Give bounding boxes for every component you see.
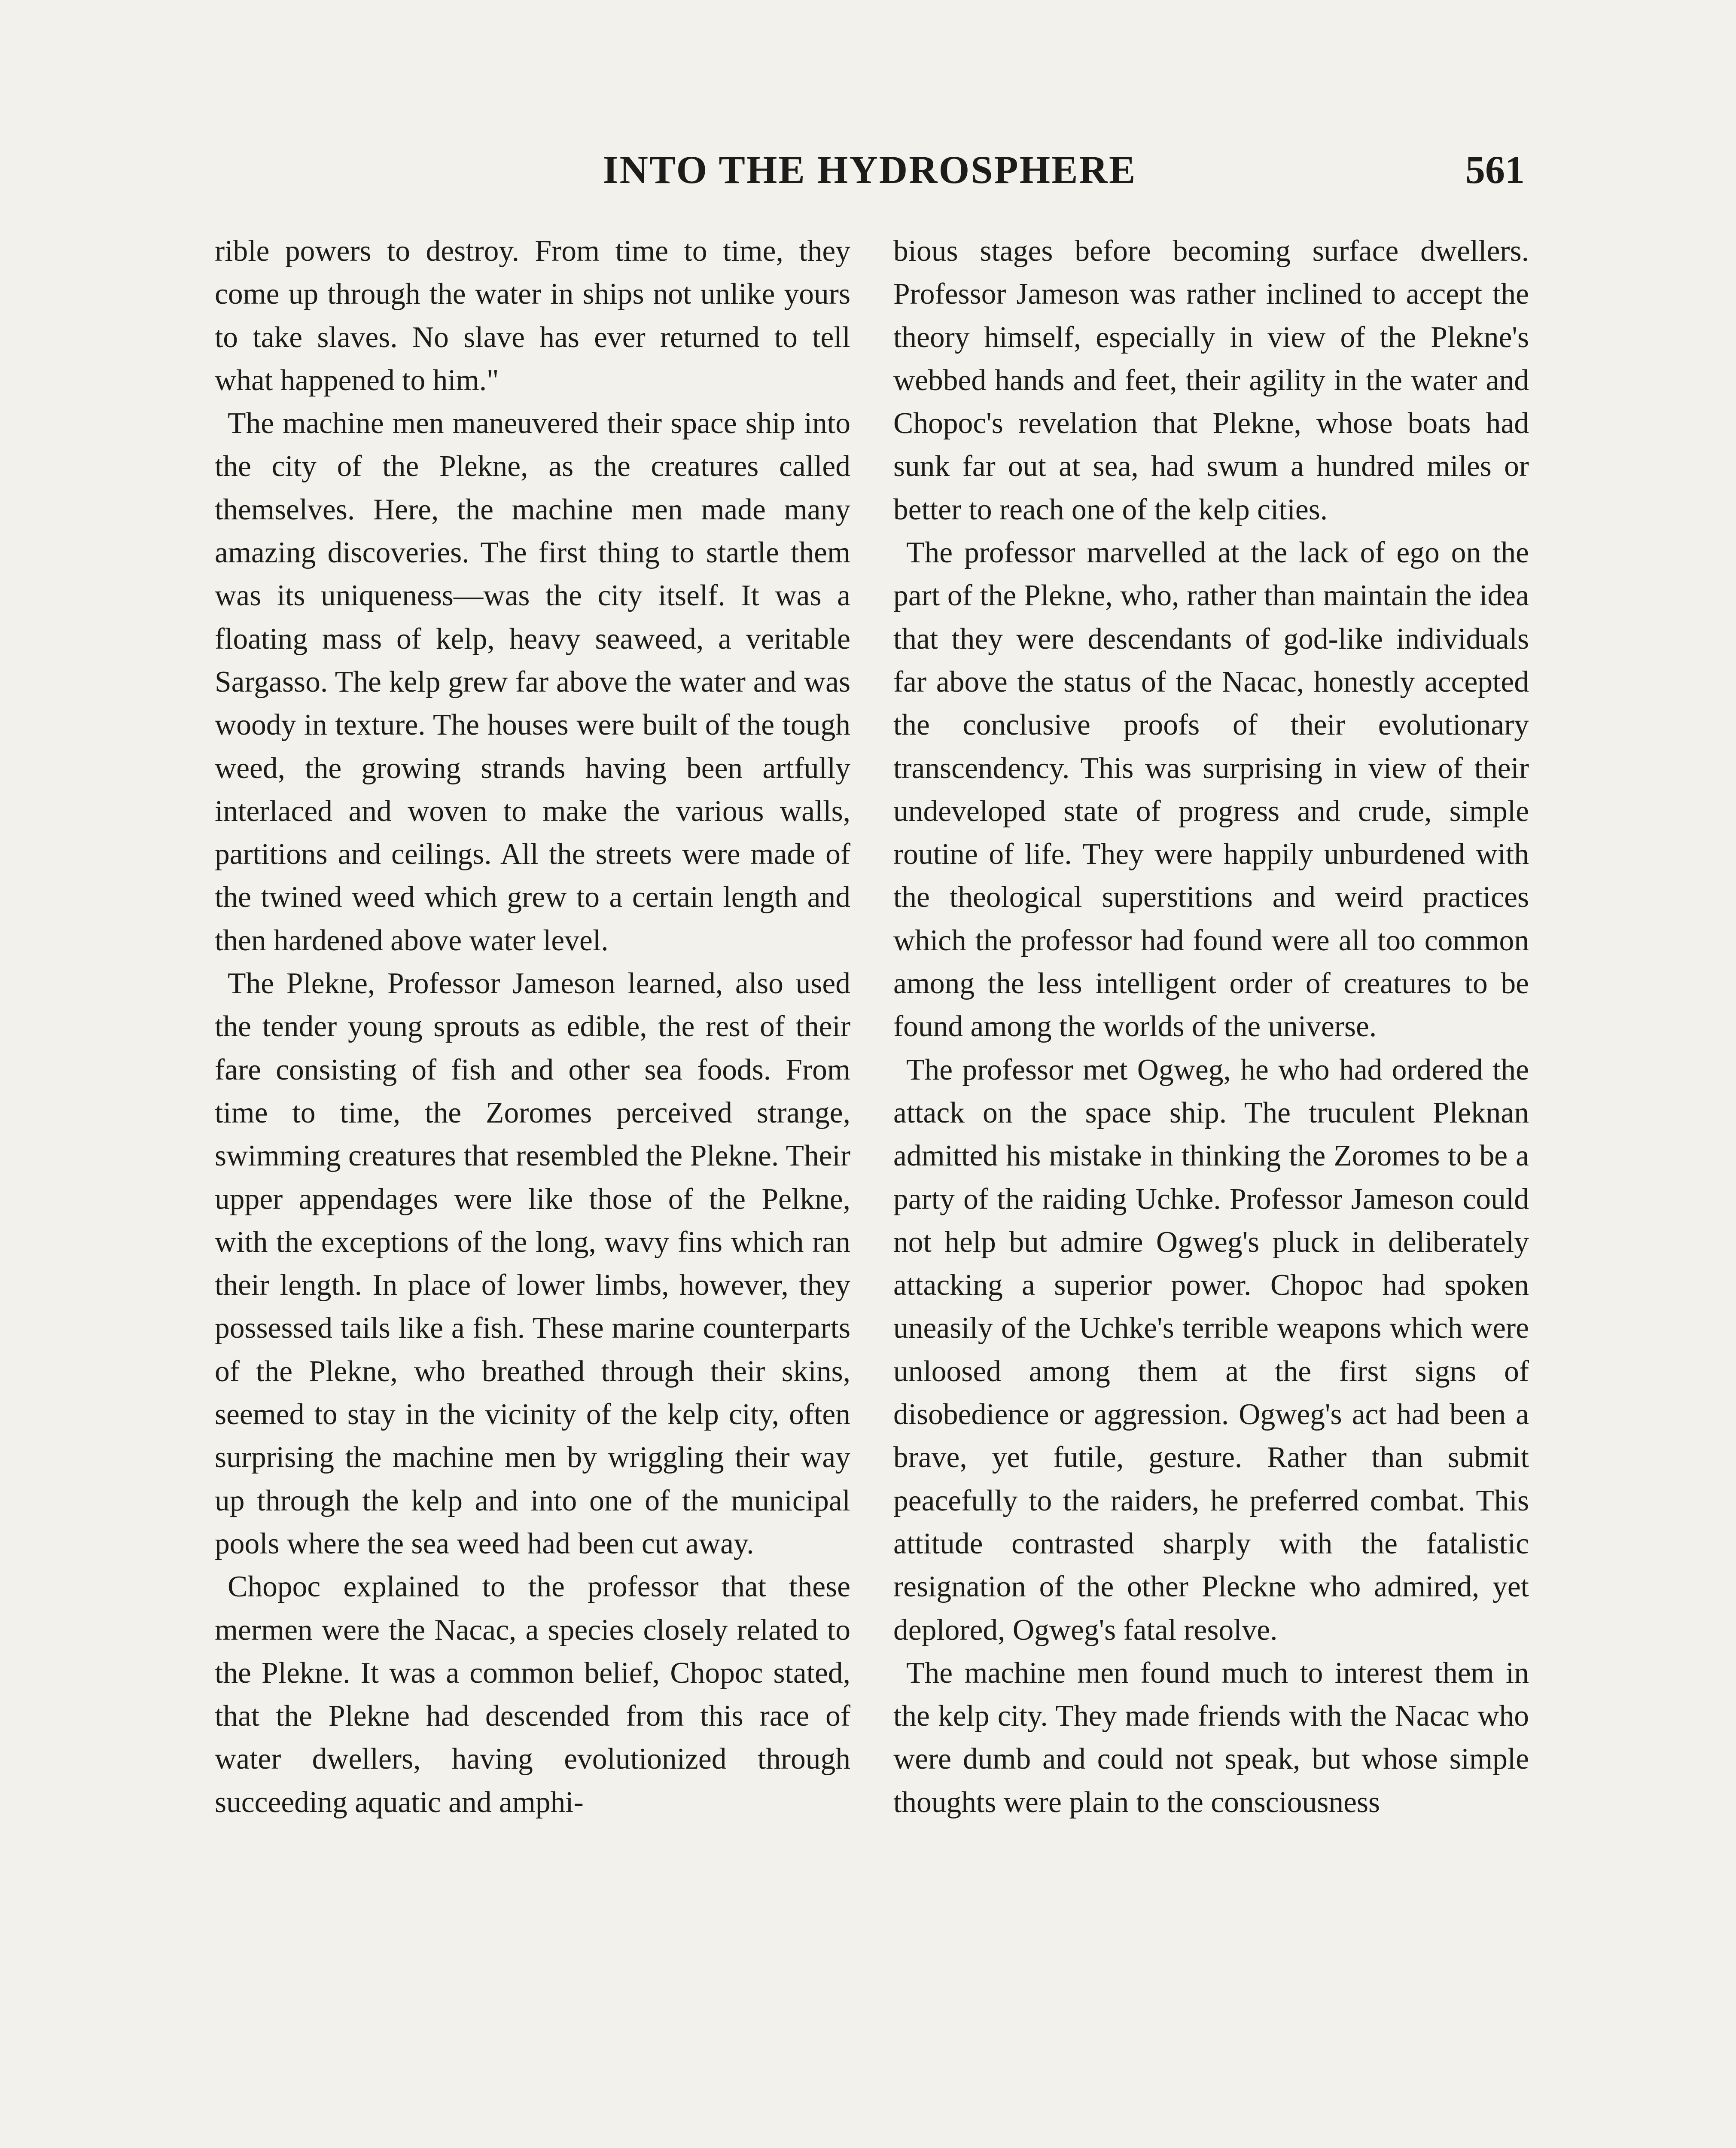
paragraph: The professor marvelled at the lack of ego on the part of the Plekne, who, rather than maintain the idea that they were descendants of god-like individuals far above the status of the Nacac, honestly accepted the conclusive proofs of their evolutionary transcendency. This was surprising in view of their undeveloped state of progress and crude, simple routine of life. They were happily unburdened with the theological superstitions and weird practices which the professor had found were all too common among the less intelligent order of creatures to be found among the worlds of the universe. bbox=[893, 536, 1529, 1043]
paragraph: The machine men found much to interest them in the kelp city. They made friends with the Nacac who were dumb and could not speak, but whose simple thoughts were plain to the consciousness bbox=[893, 1656, 1529, 1819]
page-header bbox=[215, 142, 1525, 198]
left-column bbox=[215, 230, 850, 1824]
paragraph: bious stages before becoming surface dwellers. Professor Jameson was rather inclined to accept the theory himself, especially in view of the Plekne's webbed hands and feet, their agility in the water and Chopoc's revelation that Plekne, whose boats had sunk far out at sea, had swum a hundred miles or better to reach one of the kelp cities. bbox=[893, 235, 1529, 526]
paragraph: Chopoc explained to the professor that these mermen were the Nacac, a species closely related to the Plekne. It was a common belief, Chopoc stated, that the Plekne had descended from this race of water dwellers, having evolutionized through succeeding aquatic and amphi- bbox=[215, 1570, 850, 1819]
paragraph: The Plekne, Professor Jameson learned, also used the tender young sprouts as edible, the rest of their fare consisting of fish and other sea foods. From time to time, the Zoromes perceived strange, swimming creatures that resembled the Plekne. Their upper appendages were like those of the Pelkne, with the exceptions of the long, wavy fins which ran their length. In place of lower limbs, however, they possessed tails like a fish. These marine counterparts of the Plekne, who breathed through their skins, seemed to stay in the vicinity of the kelp city, often surprising the machine men by wriggling their way up through the kelp and into one of the municipal pools where the sea weed had been cut away. bbox=[215, 967, 850, 1560]
running-title: INTO THE HYDROSPHERE bbox=[603, 148, 1137, 192]
right-column bbox=[893, 230, 1529, 1824]
paragraph: rible powers to destroy. From time to time, they come up through the water in ships not unlike yours to take slaves. No slave has ever returned to tell what happened to him." bbox=[215, 235, 850, 397]
paragraph: The professor met Ogweg, he who had ordered the attack on the space ship. The truculent Pleknan admitted his mistake in thinking the Zoromes to be a party of the raiding Uchke. Professor Jameson could not help but admire Ogweg's pluck in deliberately attacking a superior power. Chopoc had spoken uneasily of the Uchke's terrible weapons which were unloosed among them at the first signs of disobedience or aggression. Ogweg's act had been a brave, yet futile, gesture. Rather than submit peacefully to the raiders, he preferred combat. This attitude contrasted sharply with the fatalistic resignation of the other Pleckne who admired, yet deplored, Ogweg's fatal resolve. bbox=[893, 1053, 1529, 1647]
paragraph: The machine men maneuvered their space ship into the city of the Plekne, as the creatures called themselves. Here, the machine men made many amazing discoveries. The first thing to startle them was its uniqueness—was the city itself. It was a floating mass of kelp, heavy seaweed, a veritable Sargasso. The kelp grew far above the water and was woody in texture. The houses were built of the tough weed, the growing strands having been artfully interlaced and woven to make the various walls, partitions and ceilings. All the streets were made of the twined weed which grew to a certain length and then hardened above water level. bbox=[215, 407, 850, 957]
page-number: 561 bbox=[1465, 148, 1525, 192]
